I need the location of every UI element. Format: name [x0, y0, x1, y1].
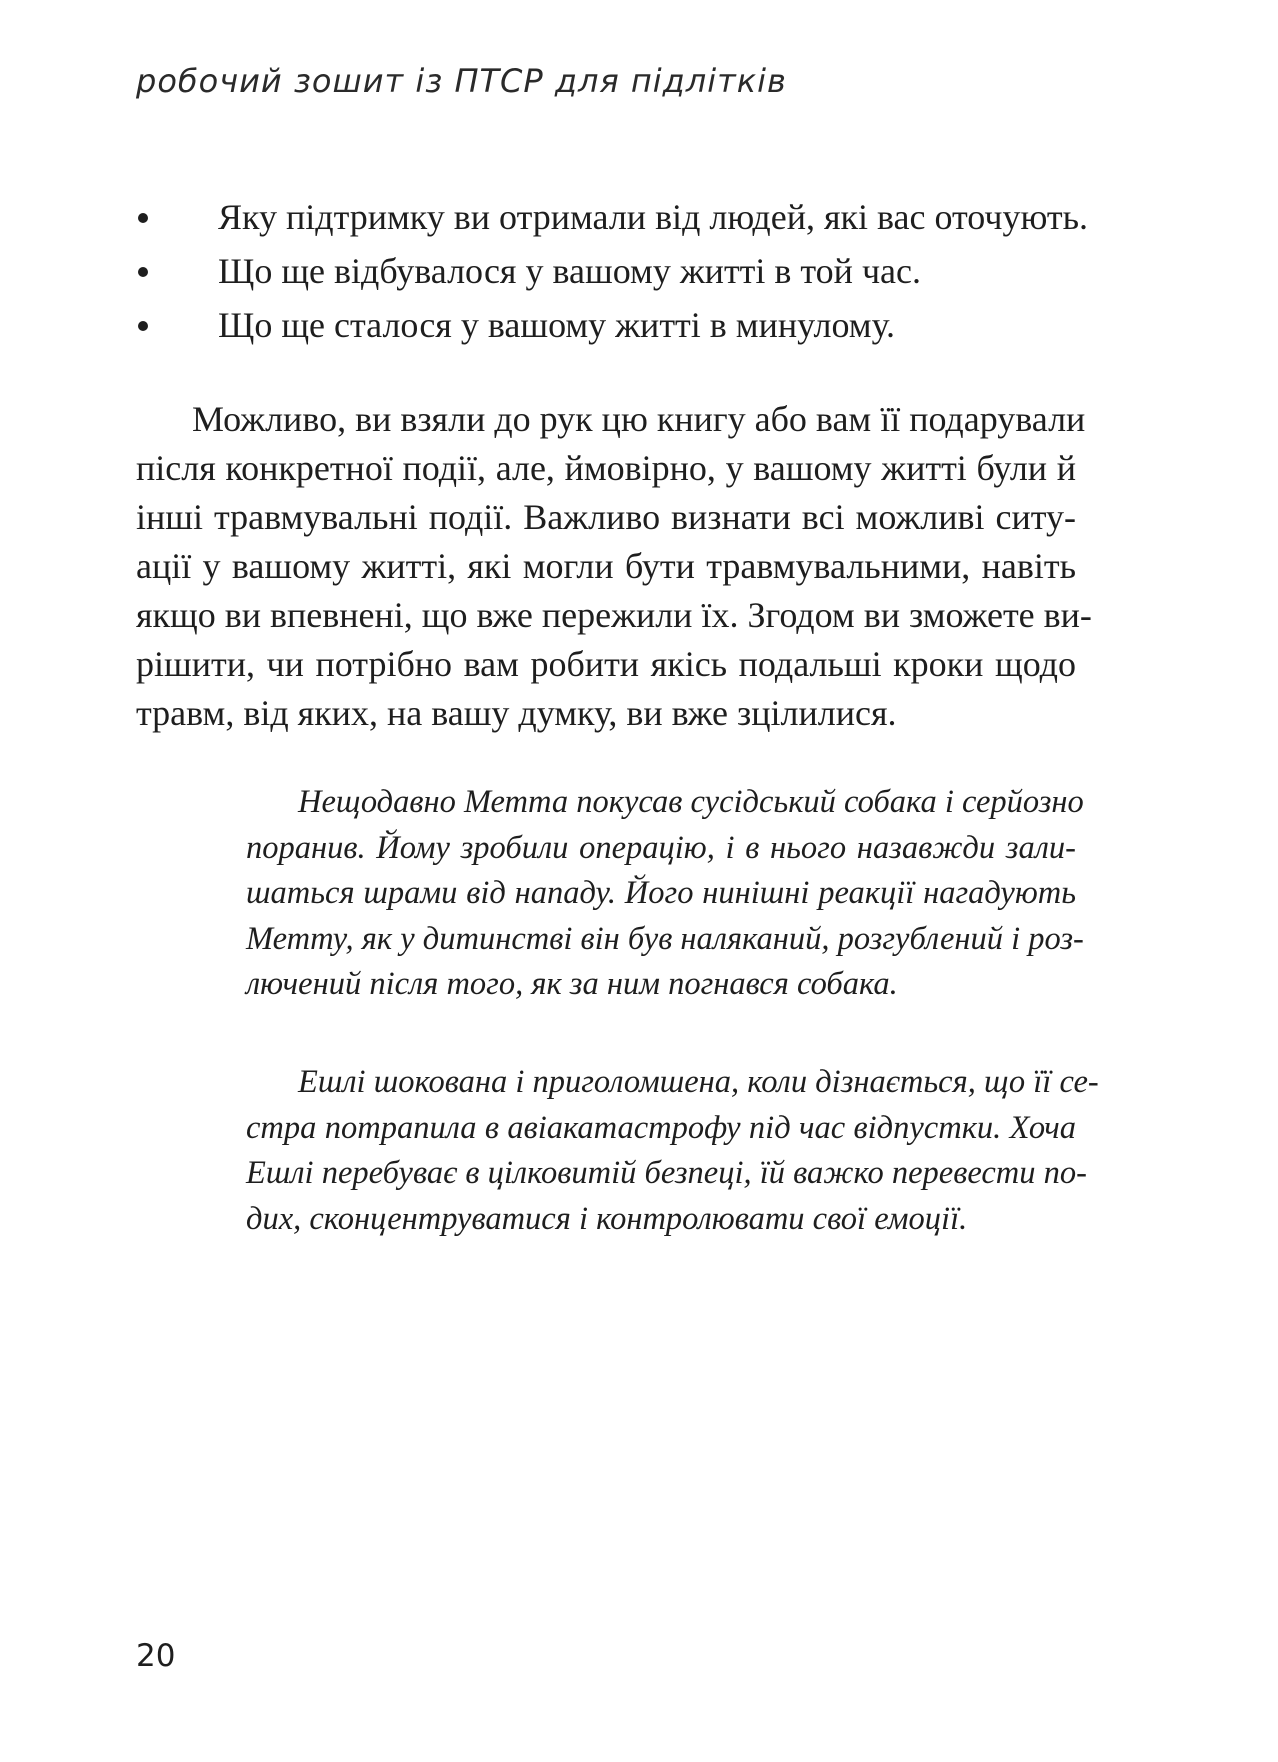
case-line: стра потрапила в авіакатастрофу під час відпустки. Хоча	[246, 1109, 1076, 1146]
case-line: поранив. Йому зробили операцію, і в нього назавжди зали-	[246, 829, 1076, 866]
list-item-text: Що ще відбувалося у вашому житті в той час.	[218, 251, 922, 291]
page-number: 20	[136, 1638, 176, 1674]
bullet-list	[136, 190, 1136, 352]
paragraph-line: травм, від яких, на вашу думку, ви вже зцілилися.	[136, 693, 897, 733]
list-item	[136, 298, 1136, 352]
case-line: дих, сконцентруватися і контролювати свої емоції.	[246, 1200, 968, 1237]
case-line: Нещодавно Метта покусав сусідський собака і серйозно	[298, 784, 1084, 820]
body-paragraph	[136, 395, 1092, 738]
case-example-matt	[246, 780, 1084, 1008]
paragraph-line: якщо ви впевнені, що вже пережили їх. Згодом ви зможете ви-	[136, 595, 1092, 635]
bullet-icon	[138, 213, 148, 223]
case-line: шаться шрами від нападу. Його нинішні реакції нагадують	[246, 875, 1076, 911]
case-line: лючений після того, як за ним погнався собака.	[246, 966, 898, 1002]
bullet-icon	[138, 321, 148, 331]
paragraph-line: Можливо, ви взяли до рук цю книгу або вам її подарували	[192, 399, 1086, 439]
list-item	[136, 244, 1136, 298]
paragraph-line: ації у вашому житті, які могли бути травмувальними, навіть	[136, 546, 1076, 586]
case-example-ashley	[246, 1060, 1099, 1242]
list-item-text: Яку підтримку ви отримали від людей, які вас оточують.	[218, 197, 1089, 237]
case-line: Метту, як у дитинстві він був наляканий, розгублений і роз-	[246, 920, 1084, 957]
paragraph-line: після конкретної події, але, ймовірно, у вашому житті були й	[136, 448, 1076, 488]
case-line: Ешлі перебуває в цілковитій безпеці, їй важко перевести по-	[246, 1155, 1087, 1191]
paragraph-line: рішити, чи потрібно вам робити якісь подальші кроки щодо	[136, 644, 1076, 684]
list-item-text: Що ще сталося у вашому житті в минулому.	[218, 305, 895, 345]
case-line: Ешлі шокована і приголомшена, коли дізнається, що її се-	[298, 1064, 1099, 1100]
bullet-icon	[138, 267, 148, 277]
running-head: робочий зошит із ПТСР для підлітків	[136, 62, 787, 100]
list-item	[136, 190, 1136, 244]
paragraph-line: інші травмувальні події. Важливо визнати всі можливі ситу-	[136, 497, 1076, 537]
